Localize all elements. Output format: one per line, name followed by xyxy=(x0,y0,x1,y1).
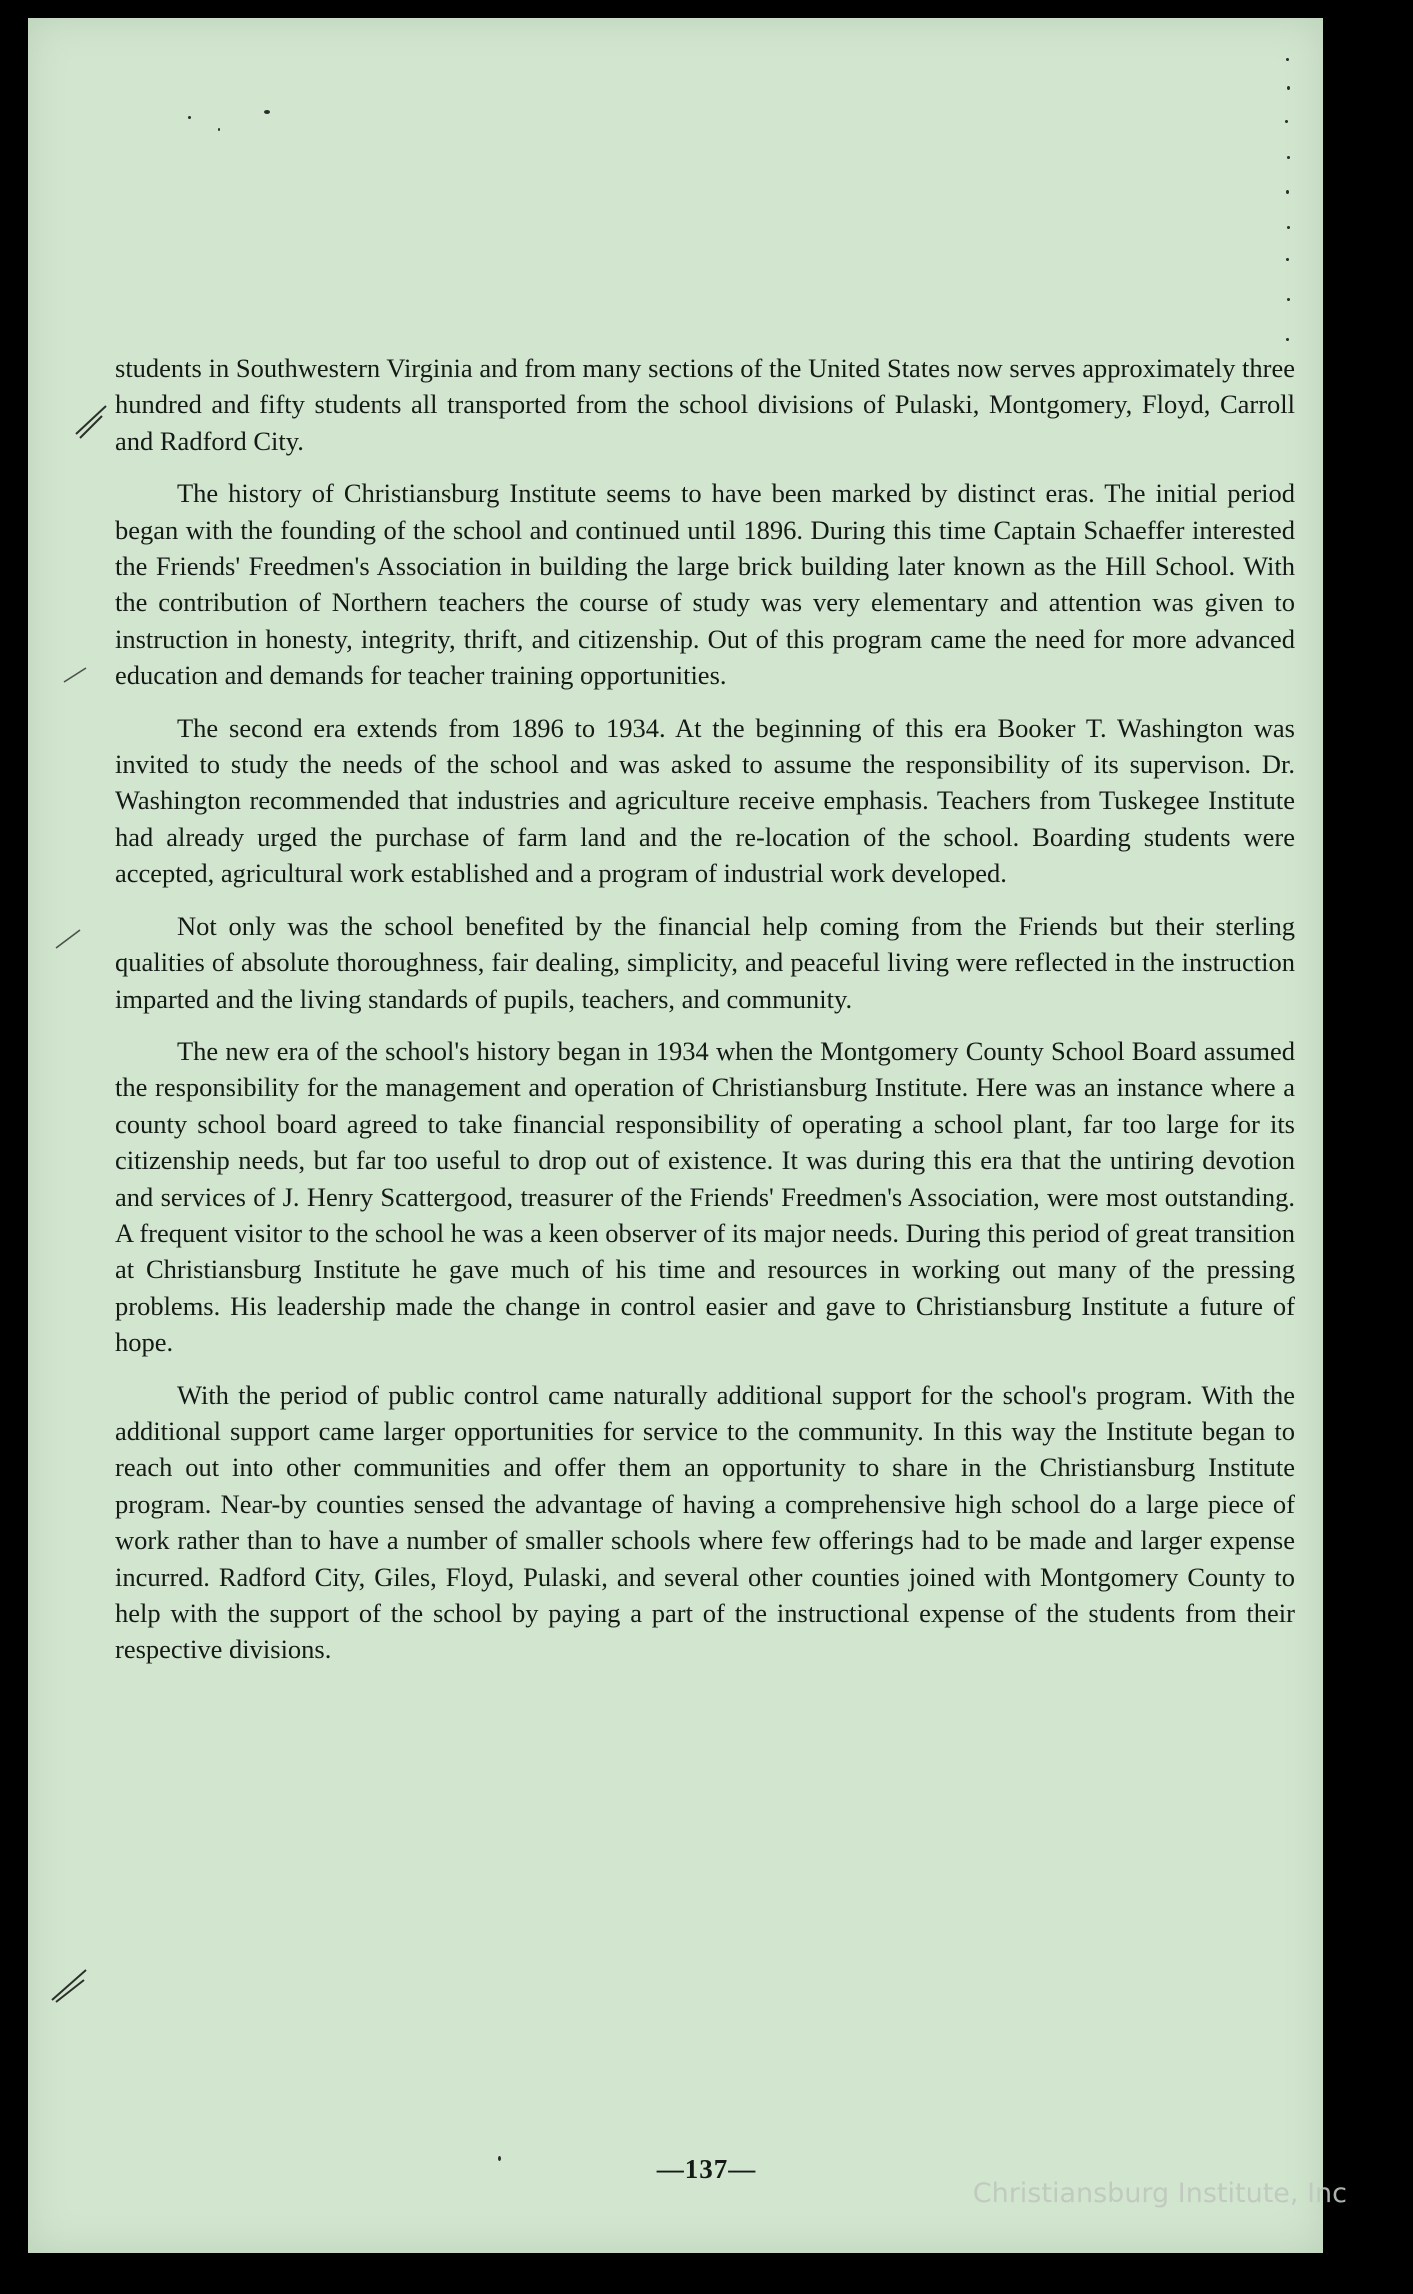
paper-speck xyxy=(264,110,270,114)
paper-speck xyxy=(218,128,220,131)
watermark: Christiansburg Institute, Inc xyxy=(972,2178,1347,2209)
margin-pencil-mark xyxy=(50,912,94,956)
paper-speck xyxy=(188,116,191,119)
paragraph-6: With the period of public control came naturally additional support for the school's program. With the additional support came larger opportunities for service to the community. In this way the Institute began to reach out into other communities and offer them an opportunity to share in the Christiansburg Institute program. Near-by counties sensed the advantage of having a comprehensive high school do a large piece of work rather than to have a number of smaller schools where few offerings had to be made and larger expense incurred. Radford City, Giles, Floyd, Pulaski, and several other counties joined with Montgomery County to help with the support of the school by paying a part of the instructional expense of the students from their respective divisions. xyxy=(115,1379,1295,1665)
paragraph-1: students in Southwestern Virginia and from many sections of the United States now serves approximately three hundred and fifty students all transported from the school divisions of Pulaski, Montgomery, Floyd, Carroll and Radford City. xyxy=(115,353,1295,456)
paragraph-5: The new era of the school's history began in 1934 when the Montgomery County School Board assumed the responsibility for the management and operation of Christiansburg Institute. Here was an instance where a county school board agreed to take financial responsibility of operating a school plant, far too large for its citizenship needs, but far too useful to drop out of existence. It was during this era that the untiring devotion and services of J. Henry Scattergood, treasurer of the Friends' Freedmen's Association, were most outstanding. A frequent visitor to the school he was a keen observer of its major needs. During this period of great transition at Christiansburg Institute he gave much of his time and resources in working out many of the pressing problems. His leadership made the change in control easier and gave to Christiansburg Institute a future of hope. xyxy=(115,1035,1295,1358)
edge-specks xyxy=(1284,58,1294,358)
page-number: —137— xyxy=(656,2154,757,2184)
document-body xyxy=(115,350,1295,1684)
paragraph-3: The second era extends from 1896 to 1934. At the beginning of this era Booker T. Washington was invited to study the needs of the school and was asked to assume the responsibility of its supervison. Dr. Washington recommended that industries and agriculture receive emphasis. Teachers from Tuskegee Institute had already urged the purchase of farm land and the re-location of the school. Boarding students were accepted, agricultural work established and a program of industrial work developed. xyxy=(115,712,1295,889)
paragraph-2: The history of Christiansburg Institute seems to have been marked by distinct eras. The initial period began with the founding of the school and continued until 1896. During this time Captain Schaeffer interested the Friends' Freedmen's Association in building the large brick building later known as the Hill School. With the contribution of Northern teachers the course of study was very elementary and attention was given to instruction in honesty, integrity, thrift, and citizenship. Out of this program came the need for more advanced education and demands for teacher training opportunities. xyxy=(115,478,1295,691)
margin-pencil-mark xyxy=(72,398,116,442)
margin-pencil-mark xyxy=(58,648,102,692)
margin-pencil-mark xyxy=(48,1960,92,2004)
paragraph-4: Not only was the school benefited by the financial help coming from the Friends but their sterling qualities of absolute thoroughness, fair dealing, simplicity, and peaceful living were reflected in the instruction imparted and the living standards of pupils, teachers, and community. xyxy=(115,910,1295,1014)
